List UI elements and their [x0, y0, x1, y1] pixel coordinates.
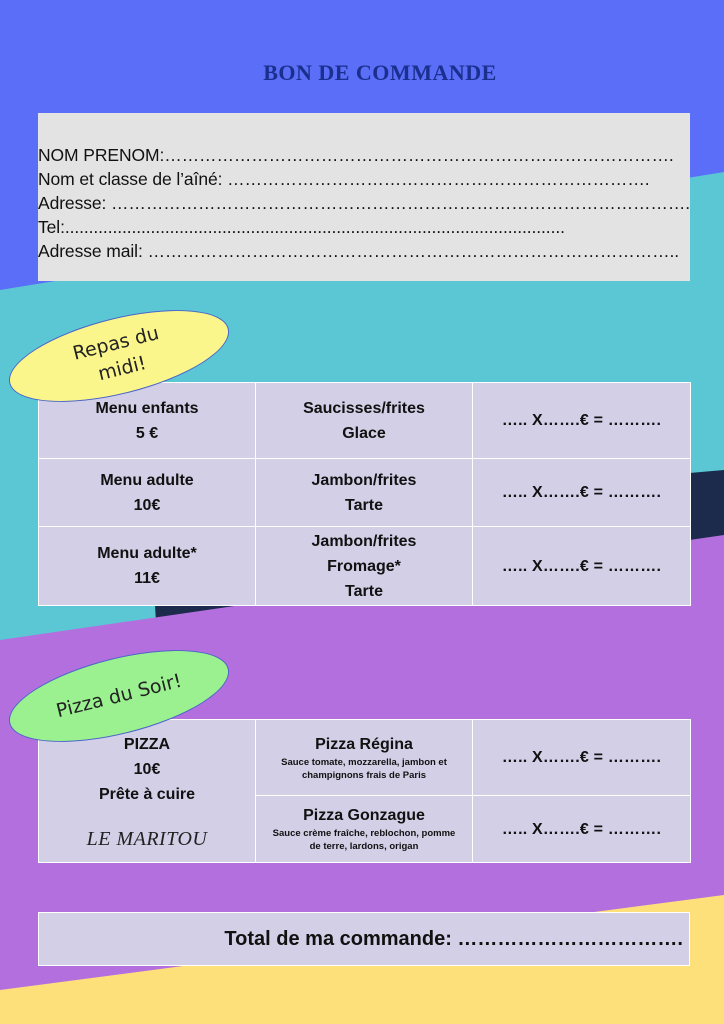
maritou-brand: LE MARITOU: [86, 828, 208, 850]
pizza-description: Sauce tomate, mozzarella, jambon et champignons frais de Paris: [281, 756, 447, 781]
items-cell: [256, 459, 473, 527]
table-row: [39, 383, 691, 459]
quantity-calc-field[interactable]: ….. X…….€ = ……….: [473, 720, 691, 796]
menu-name: Menu adulte*: [97, 545, 197, 562]
menu-item: Jambon/frites: [311, 471, 417, 489]
lunch-bubble-label: Repas du midi!: [70, 322, 162, 386]
page-title: BON DE COMMANDE: [263, 60, 497, 85]
quantity-calc-field[interactable]: ….. X…….€ = ……….: [473, 383, 691, 459]
pizza-description: Sauce crème fraîche, reblochon, pomme de terre, lardons, origan: [272, 828, 456, 852]
menu-cell: [39, 527, 256, 606]
pizza-ready-text: Prête à cuire: [98, 786, 196, 803]
pizza-cell: [256, 720, 473, 796]
pizza-name: Pizza Régina: [315, 735, 413, 753]
menu-item: Jambon/frites: [311, 532, 417, 550]
menu-price: 11€: [134, 570, 160, 587]
menu-price: 10€: [133, 496, 161, 514]
menu-item: Glace: [342, 424, 386, 442]
quantity-calc-field[interactable]: ….. X…….€ = ……….: [473, 459, 691, 527]
menu-price: 5 €: [135, 424, 159, 442]
phone-field-line[interactable]: Tel:.........................................................................................................: [38, 217, 565, 237]
pizza-menu-table: [38, 719, 691, 863]
name-field-line[interactable]: NOM PRENOM:…………………………………………………………………………….: [38, 145, 674, 165]
menu-name: Menu enfants: [95, 399, 199, 417]
lunch-menu-table: [38, 382, 691, 606]
pizza-price: 10€: [133, 761, 161, 778]
menu-item: Saucisses/frites: [303, 399, 425, 417]
menu-name: Menu adulte: [100, 471, 194, 489]
table-row: [39, 720, 691, 796]
menu-item: Fromage*: [327, 557, 401, 575]
pizza-label: PIZZA: [123, 736, 171, 753]
pizza-name: Pizza Gonzague: [303, 807, 425, 824]
quantity-calc-field[interactable]: ….. X…….€ = ……….: [473, 527, 691, 606]
menu-item: Tarte: [345, 496, 383, 514]
evening-bubble-label: Pizza du Soir!: [53, 669, 184, 723]
order-total-field[interactable]: Total de ma commande: …………………………….: [38, 912, 690, 966]
items-cell: [256, 383, 473, 459]
sibling-class-field-line[interactable]: Nom et classe de l’aîné: ……………………………………………………………….: [38, 169, 650, 189]
table-row: [39, 459, 691, 527]
menu-item: Tarte: [345, 582, 383, 600]
quantity-calc-field[interactable]: ….. X…….€ = ……….: [473, 796, 691, 863]
items-cell: [256, 527, 473, 606]
pizza-cell: [256, 796, 473, 863]
email-field-line[interactable]: Adresse mail: ………………………………………………………………………………..: [38, 241, 679, 261]
menu-cell: [39, 459, 256, 527]
address-field-line[interactable]: Adresse: ……………………………………………………………………………………….: [38, 193, 690, 213]
customer-info-box: [38, 113, 690, 281]
table-row: [39, 527, 691, 606]
